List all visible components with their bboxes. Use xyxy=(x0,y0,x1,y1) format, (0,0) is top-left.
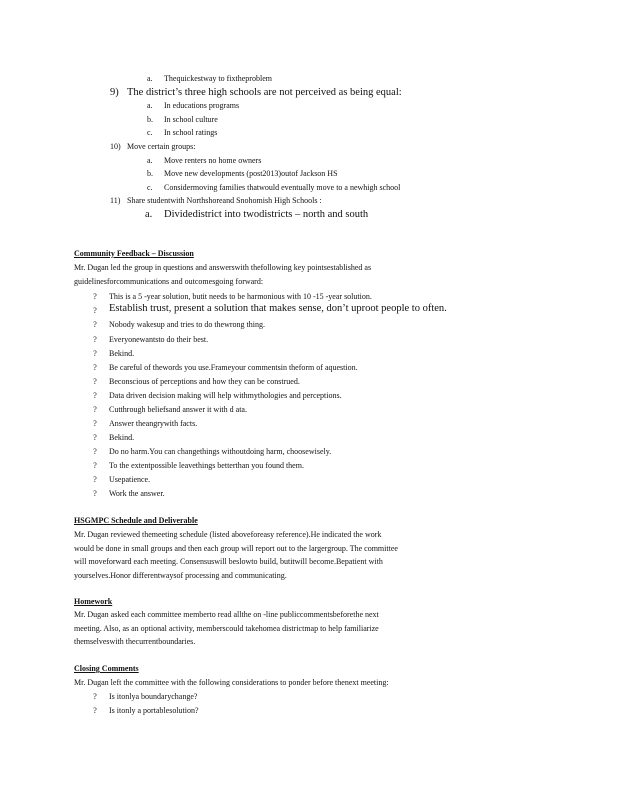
item10-sub-c-text: Considermoving families thatwould eventually move to a newhigh school xyxy=(164,183,401,192)
closing-intro: Mr. Dugan left the committee with the following considerations to ponder before thenext meeting: xyxy=(74,678,389,687)
list-item: Nobody wakesup and tries to do thewrong thing. xyxy=(109,320,265,329)
bullet-glyph: ? xyxy=(93,306,97,315)
item11-number: 11) xyxy=(110,196,121,205)
list-item: Be careful of thewords you use.Frameyour commentsin theform of aquestion. xyxy=(109,363,358,372)
item8-sub-a-marker: a. xyxy=(147,74,153,83)
hsgmpc-line-3: will moveforward each meeting. Consensuswill beslowto build, butitwill become.Bepatient with xyxy=(74,557,383,566)
bullet-glyph: ? xyxy=(93,335,97,344)
list-item: Cutthrough beliefsand answer it with d ata. xyxy=(109,405,247,414)
item9-sub-c-text: In school ratings xyxy=(164,128,218,137)
bullet-glyph: ? xyxy=(93,461,97,470)
item9-sub-a-marker: a. xyxy=(147,101,153,110)
closing-question-2: Is itonly a portablesolution? xyxy=(109,706,199,715)
list-item: Usepatience. xyxy=(109,475,151,484)
bullet-glyph: ? xyxy=(93,706,97,715)
hsgmpc-line-4: yourselves.Honor differentwaysof processing and communicating. xyxy=(74,571,287,580)
list-item: This is a 5 -year solution, butit needs to be harmonious with 10 -15 -year solution. xyxy=(109,292,372,301)
bullet-glyph: ? xyxy=(93,475,97,484)
bullet-glyph: ? xyxy=(93,405,97,414)
item9-text: The district’s three high schools are not perceived as being equal: xyxy=(127,87,402,98)
bullet-glyph: ? xyxy=(93,391,97,400)
item10-sub-b-text: Move new developments (post2013)outof Jackson HS xyxy=(164,169,338,178)
item9-sub-a-text: In educations programs xyxy=(164,101,240,110)
bullet-glyph: ? xyxy=(93,363,97,372)
hsgmpc-heading: HSGMPC Schedule and Deliverable xyxy=(74,516,198,525)
list-item: Data driven decision making will help withmythologies and perceptions. xyxy=(109,391,342,400)
list-item: Do no harm.You can changethings withoutdoing harm, choosewisely. xyxy=(109,447,332,456)
homework-line-1: Mr. Dugan asked each committee memberto read allthe on -line publiccommentsbeforethe next xyxy=(74,610,379,619)
bullet-glyph: ? xyxy=(93,320,97,329)
bullet-glyph: ? xyxy=(93,292,97,301)
list-item: Establish trust, present a solution that makes sense, don’t uproot people to often. xyxy=(109,303,447,314)
closing-question-1: Is itonlya boundarychange? xyxy=(109,692,198,701)
item10-number: 10) xyxy=(110,142,121,151)
item11-sub-a-text: Dividedistrict into twodistricts – north and south xyxy=(164,209,369,220)
community-intro-line-2: guidelinesforcommunications and outcomesgoing forward: xyxy=(74,277,264,286)
item10-sub-a-text: Move renters no home owners xyxy=(164,156,262,165)
bullet-glyph: ? xyxy=(93,349,97,358)
item9-sub-c-marker: c. xyxy=(147,128,153,137)
item11-sub-a-marker: a. xyxy=(145,209,153,220)
item9-sub-b-marker: b. xyxy=(147,115,153,124)
closing-comments-heading: Closing Comments xyxy=(74,664,139,673)
bullet-glyph: ? xyxy=(93,419,97,428)
bullet-glyph: ? xyxy=(93,692,97,701)
hsgmpc-line-2: would be done in small groups and then each group will report out to the largergroup. The committee xyxy=(74,544,398,553)
community-intro-line-1: Mr. Dugan led the group in questions and answerswith thefollowing key pointsestablished as xyxy=(74,263,372,272)
list-item: Everyonewantsto do their best. xyxy=(109,335,209,344)
list-item: Work the answer. xyxy=(109,489,165,498)
list-item: Beconscious of perceptions and how they can be construed. xyxy=(109,377,300,386)
list-item: Bekind. xyxy=(109,349,135,358)
item10-sub-c-marker: c. xyxy=(147,183,153,192)
item10-sub-b-marker: b. xyxy=(147,169,153,178)
hsgmpc-line-1: Mr. Dugan reviewed themeeting schedule (listed aboveforeasy reference).He indicated the work xyxy=(74,530,382,539)
item10-text: Move certain groups: xyxy=(127,142,196,151)
item9-sub-b-text: In school culture xyxy=(164,115,218,124)
homework-line-2: meeting. Also, as an optional activity, memberscould takehomea districtmap to help familiarize xyxy=(74,624,379,633)
community-feedback-heading: Community Feedback – Discussion xyxy=(74,249,194,258)
homework-heading: Homework xyxy=(74,597,113,606)
item9-number: 9) xyxy=(110,87,119,98)
item10-sub-a-marker: a. xyxy=(147,156,153,165)
homework-line-3: themselveswith thecurrentboundaries. xyxy=(74,637,196,646)
item8-sub-a-text: Thequickestway to fixtheproblem xyxy=(164,74,272,83)
list-item: Bekind. xyxy=(109,433,135,442)
bullet-glyph: ? xyxy=(93,447,97,456)
list-item: To the extentpossible leavethings betterthan you found them. xyxy=(109,461,304,470)
item11-text: Share studentwith Northshoreand Snohomish High Schools : xyxy=(127,196,322,205)
bullet-glyph: ? xyxy=(93,377,97,386)
list-item: Answer theangrywith facts. xyxy=(109,419,198,428)
bullet-glyph: ? xyxy=(93,489,97,498)
bullet-glyph: ? xyxy=(93,433,97,442)
